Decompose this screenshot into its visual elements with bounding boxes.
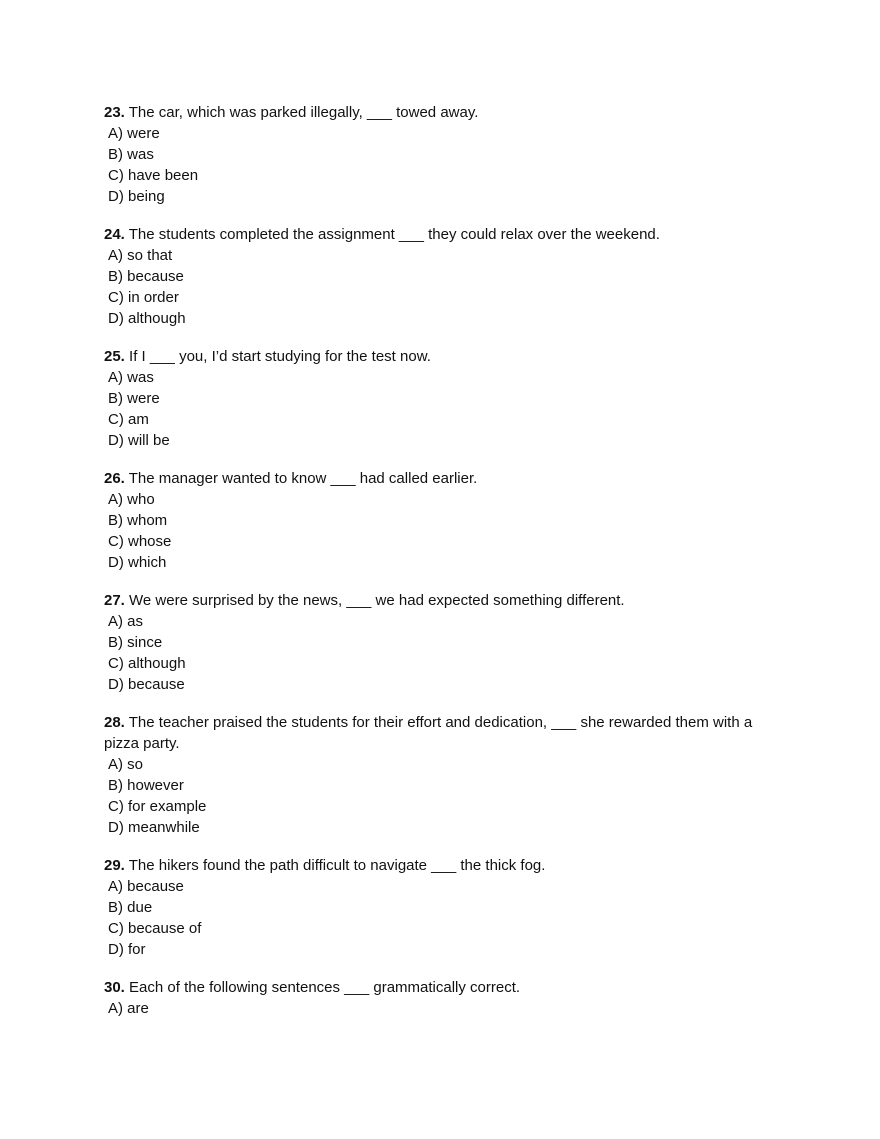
question-stem <box>104 468 784 489</box>
question-25 <box>104 346 784 451</box>
question-stem <box>104 855 784 876</box>
option-a: A) so <box>108 756 144 773</box>
option-a: A) were <box>108 125 160 142</box>
option-c: C) am <box>108 411 149 428</box>
option-b: B) however <box>108 777 184 794</box>
option-c: C) in order <box>108 289 179 306</box>
option-a: A) as <box>108 613 144 630</box>
option-c: C) for example <box>108 798 207 815</box>
question-stem <box>104 346 784 367</box>
question-number: 26. <box>104 470 125 487</box>
option-d: D) meanwhile <box>108 819 200 836</box>
option-b: B) because <box>108 268 184 285</box>
option-a: A) so that <box>108 247 173 264</box>
option-a: A) are <box>108 1000 149 1017</box>
question-number: 28. <box>104 714 125 731</box>
option-a: A) because <box>108 878 184 895</box>
question-27 <box>104 590 784 695</box>
question-text: We were surprised by the news, ___ we had expected something different. <box>129 592 625 609</box>
option-b: B) were <box>108 390 160 407</box>
question-26 <box>104 468 784 573</box>
question-number: 25. <box>104 348 125 365</box>
option-a: A) was <box>108 369 154 386</box>
question-number: 30. <box>104 979 125 996</box>
option-b: B) due <box>108 899 153 916</box>
question-number: 29. <box>104 857 125 874</box>
option-c: C) whose <box>108 533 172 550</box>
question-stem <box>104 712 784 754</box>
question-text: The manager wanted to know ___ had called earlier. <box>128 470 478 487</box>
question-30 <box>104 977 784 1019</box>
option-d: D) being <box>108 188 165 205</box>
option-b: B) since <box>108 634 163 651</box>
question-text: If I ___ you, I’d start studying for the test now. <box>129 348 431 365</box>
option-c: C) because of <box>108 920 202 937</box>
option-b: B) whom <box>108 512 168 529</box>
option-c: C) have been <box>108 167 199 184</box>
question-23 <box>104 102 784 207</box>
option-d: D) will be <box>108 432 170 449</box>
question-number: 27. <box>104 592 125 609</box>
question-29 <box>104 855 784 960</box>
option-c: C) although <box>108 655 186 672</box>
question-stem <box>104 590 784 611</box>
option-b: B) was <box>108 146 154 163</box>
option-d: D) which <box>108 554 167 571</box>
question-28 <box>104 712 784 838</box>
option-d: D) for <box>108 941 146 958</box>
question-stem <box>104 224 784 245</box>
option-d: D) although <box>108 310 186 327</box>
question-stem <box>104 977 784 998</box>
question-text: Each of the following sentences ___ grammatically correct. <box>129 979 521 996</box>
question-stem <box>104 102 784 123</box>
question-24 <box>104 224 784 329</box>
quiz-page <box>104 102 784 1036</box>
question-number: 23. <box>104 104 125 121</box>
question-text: The teacher praised the students for their effort and dedication, ___ she rewarded them with a pizza party. <box>104 714 753 752</box>
question-text: The hikers found the path difficult to navigate ___ the thick fog. <box>128 857 546 874</box>
option-a: A) who <box>108 491 155 508</box>
option-d: D) because <box>108 676 185 693</box>
question-text: The car, which was parked illegally, ___ towed away. <box>128 104 479 121</box>
question-text: The students completed the assignment ___ they could relax over the weekend. <box>128 226 660 243</box>
question-number: 24. <box>104 226 125 243</box>
